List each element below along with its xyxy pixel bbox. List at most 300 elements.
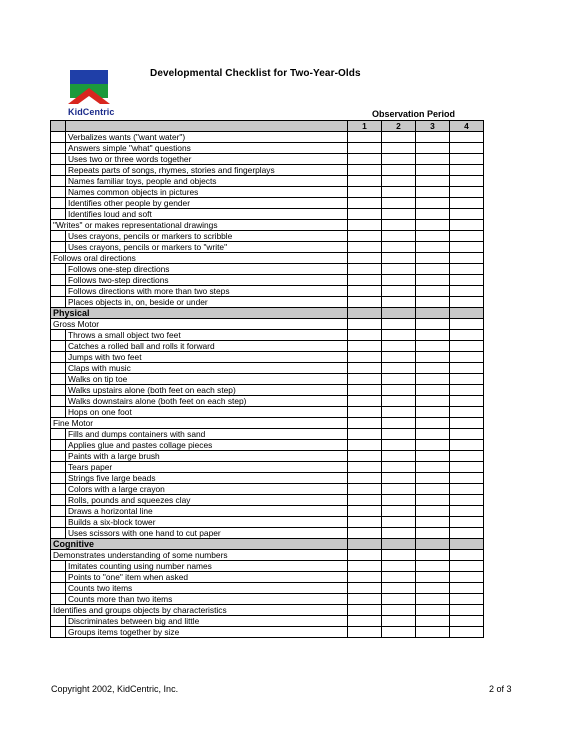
observation-period-1-cell[interactable] <box>348 528 382 539</box>
category-label: Gross Motor <box>51 319 348 330</box>
observation-period-2-cell[interactable] <box>382 319 416 330</box>
observation-period-3-cell[interactable] <box>416 198 450 209</box>
observation-period-4-cell[interactable] <box>450 132 484 143</box>
observation-period-1-cell[interactable] <box>348 297 382 308</box>
observation-period-3-cell[interactable] <box>416 176 450 187</box>
copyright-text: Copyright 2002, KidCentric, Inc. <box>51 684 179 694</box>
checklist-item-label: Claps with music <box>66 363 348 374</box>
observation-period-3-cell <box>416 539 450 550</box>
header-blank-cell <box>51 121 66 132</box>
observation-period-2-cell[interactable] <box>382 440 416 451</box>
indent-cell <box>51 231 66 242</box>
observation-period-4-cell[interactable] <box>450 297 484 308</box>
observation-period-3-cell[interactable] <box>416 572 450 583</box>
observation-period-4-cell[interactable] <box>450 165 484 176</box>
checklist-item-row <box>51 297 484 308</box>
category-label: Demonstrates understanding of some numbers <box>51 550 348 561</box>
observation-period-4-cell[interactable] <box>450 495 484 506</box>
observation-period-4-cell[interactable] <box>450 429 484 440</box>
observation-period-2-cell[interactable] <box>382 352 416 363</box>
observation-period-2-cell[interactable] <box>382 506 416 517</box>
observation-period-2-cell[interactable] <box>382 143 416 154</box>
observation-period-3-cell[interactable] <box>416 253 450 264</box>
period-header-cell: 4 <box>450 121 484 132</box>
checklist-item-row <box>51 154 484 165</box>
checklist-item-row <box>51 396 484 407</box>
observation-period-4-cell[interactable] <box>450 374 484 385</box>
observation-period-4-cell[interactable] <box>450 143 484 154</box>
observation-period-1-cell[interactable] <box>348 572 382 583</box>
observation-period-4-cell[interactable] <box>450 352 484 363</box>
observation-period-2-cell[interactable] <box>382 264 416 275</box>
checklist-item-row <box>51 429 484 440</box>
observation-period-3-cell[interactable] <box>416 231 450 242</box>
checklist-item-label: Counts two items <box>66 583 348 594</box>
observation-period-2-cell[interactable] <box>382 594 416 605</box>
observation-period-3-cell[interactable] <box>416 594 450 605</box>
observation-period-4-cell[interactable] <box>450 231 484 242</box>
period-header-cell: 3 <box>416 121 450 132</box>
checklist-item-label: Follows directions with more than two steps <box>66 286 348 297</box>
observation-period-4-cell[interactable] <box>450 286 484 297</box>
observation-period-4-cell[interactable] <box>450 187 484 198</box>
checklist-item-label: Strings five large beads <box>66 473 348 484</box>
observation-period-2-cell <box>382 539 416 550</box>
observation-period-3-cell[interactable] <box>416 583 450 594</box>
checklist-item-label: Uses two or three words together <box>66 154 348 165</box>
observation-period-2-cell[interactable] <box>382 209 416 220</box>
observation-period-4-cell[interactable] <box>450 154 484 165</box>
checklist-item-row <box>51 495 484 506</box>
indent-cell <box>51 176 66 187</box>
checklist-item-label: Identifies loud and soft <box>66 209 348 220</box>
observation-period-2-cell[interactable] <box>382 561 416 572</box>
observation-period-4-cell[interactable] <box>450 616 484 627</box>
indent-cell <box>51 275 66 286</box>
checklist-item-label: Points to "one" item when asked <box>66 572 348 583</box>
observation-period-2-cell[interactable] <box>382 187 416 198</box>
observation-period-3-cell[interactable] <box>416 616 450 627</box>
observation-period-3-cell[interactable] <box>416 605 450 616</box>
observation-period-1-cell[interactable] <box>348 407 382 418</box>
indent-cell <box>51 385 66 396</box>
observation-period-4-cell[interactable] <box>450 528 484 539</box>
document-title: Developmental Checklist for Two-Year-Olds <box>150 68 361 79</box>
observation-period-4-cell[interactable] <box>450 550 484 561</box>
observation-period-1-cell[interactable] <box>348 209 382 220</box>
checklist-item-row <box>51 462 484 473</box>
observation-period-3-cell[interactable] <box>416 132 450 143</box>
observation-period-1-cell[interactable] <box>348 550 382 561</box>
checklist-item-row <box>51 275 484 286</box>
category-row <box>51 319 484 330</box>
checklist-item-label: Walks downstairs alone (both feet on each step) <box>66 396 348 407</box>
observation-period-1-cell[interactable] <box>348 132 382 143</box>
observation-period-4-cell[interactable] <box>450 627 484 638</box>
observation-period-3-cell[interactable] <box>416 484 450 495</box>
observation-period-1-cell[interactable] <box>348 396 382 407</box>
observation-period-4-cell[interactable] <box>450 275 484 286</box>
observation-period-3-cell[interactable] <box>416 165 450 176</box>
observation-period-3-cell[interactable] <box>416 352 450 363</box>
checklist-item-label: Imitates counting using number names <box>66 561 348 572</box>
checklist-item-label: Uses crayons, pencils or markers to "write" <box>66 242 348 253</box>
observation-period-4-cell[interactable] <box>450 242 484 253</box>
observation-period-4-cell[interactable] <box>450 473 484 484</box>
observation-period-2-cell[interactable] <box>382 286 416 297</box>
indent-cell <box>51 363 66 374</box>
observation-period-2-cell[interactable] <box>382 132 416 143</box>
observation-period-1-cell[interactable] <box>348 231 382 242</box>
observation-period-2-cell[interactable] <box>382 473 416 484</box>
observation-period-2-cell[interactable] <box>382 198 416 209</box>
observation-period-1-cell[interactable] <box>348 616 382 627</box>
observation-period-2-cell[interactable] <box>382 627 416 638</box>
observation-period-1-cell[interactable] <box>348 385 382 396</box>
observation-period-1-cell[interactable] <box>348 143 382 154</box>
observation-period-1-cell[interactable] <box>348 187 382 198</box>
indent-cell <box>51 572 66 583</box>
indent-cell <box>51 429 66 440</box>
observation-period-3-cell[interactable] <box>416 561 450 572</box>
checklist-item-row <box>51 187 484 198</box>
indent-cell <box>51 517 66 528</box>
checklist-item-label: Catches a rolled ball and rolls it forward <box>66 341 348 352</box>
indent-cell <box>51 198 66 209</box>
observation-period-2-cell[interactable] <box>382 495 416 506</box>
category-row <box>51 418 484 429</box>
checklist-item-label: Tears paper <box>66 462 348 473</box>
category-row <box>51 253 484 264</box>
checklist-item-label: Follows two-step directions <box>66 275 348 286</box>
indent-cell <box>51 594 66 605</box>
observation-period-2-cell[interactable] <box>382 341 416 352</box>
indent-cell <box>51 352 66 363</box>
observation-header-row <box>51 121 484 132</box>
observation-period-3-cell[interactable] <box>416 374 450 385</box>
checklist-item-row <box>51 363 484 374</box>
observation-period-2-cell[interactable] <box>382 220 416 231</box>
observation-period-1-cell[interactable] <box>348 495 382 506</box>
checklist-item-label: Rolls, pounds and squeezes clay <box>66 495 348 506</box>
observation-period-3-cell[interactable] <box>416 462 450 473</box>
observation-period-4-cell <box>450 539 484 550</box>
category-row <box>51 605 484 616</box>
observation-period-1-cell[interactable] <box>348 275 382 286</box>
observation-period-3-cell[interactable] <box>416 286 450 297</box>
observation-period-4-cell[interactable] <box>450 451 484 462</box>
checklist-item-label: Follows one-step directions <box>66 264 348 275</box>
observation-period-1-cell[interactable] <box>348 264 382 275</box>
observation-period-2-cell[interactable] <box>382 605 416 616</box>
observation-period-2-cell[interactable] <box>382 176 416 187</box>
observation-period-1-cell[interactable] <box>348 506 382 517</box>
observation-period-4-cell[interactable] <box>450 319 484 330</box>
observation-period-3-cell[interactable] <box>416 264 450 275</box>
checklist-item-row <box>51 330 484 341</box>
checklist-item-label: Hops on one foot <box>66 407 348 418</box>
observation-period-label: Observation Period <box>372 109 456 119</box>
checklist-item-row <box>51 561 484 572</box>
indent-cell <box>51 495 66 506</box>
period-header-cell: 1 <box>348 121 382 132</box>
observation-period-3-cell[interactable] <box>416 506 450 517</box>
observation-period-4-cell[interactable] <box>450 253 484 264</box>
observation-period-3-cell[interactable] <box>416 143 450 154</box>
logo-name: KidCentric <box>68 107 115 117</box>
observation-period-4-cell[interactable] <box>450 264 484 275</box>
observation-period-4-cell[interactable] <box>450 517 484 528</box>
observation-period-4-cell[interactable] <box>450 484 484 495</box>
observation-period-4-cell[interactable] <box>450 385 484 396</box>
category-label: Fine Motor <box>51 418 348 429</box>
checklist-item-label: Walks upstairs alone (both feet on each step) <box>66 385 348 396</box>
indent-cell <box>51 616 66 627</box>
indent-cell <box>51 297 66 308</box>
observation-period-2-cell[interactable] <box>382 528 416 539</box>
observation-period-2-cell[interactable] <box>382 550 416 561</box>
indent-cell <box>51 473 66 484</box>
indent-cell <box>51 583 66 594</box>
indent-cell <box>51 528 66 539</box>
checklist-item-label: Throws a small object two feet <box>66 330 348 341</box>
checklist-item-label: Applies glue and pastes collage pieces <box>66 440 348 451</box>
observation-period-2-cell[interactable] <box>382 572 416 583</box>
indent-cell <box>51 440 66 451</box>
section-header-row <box>51 539 484 550</box>
observation-period-2-cell[interactable] <box>382 583 416 594</box>
observation-period-3-cell[interactable] <box>416 407 450 418</box>
observation-period-4-cell[interactable] <box>450 462 484 473</box>
observation-period-3-cell[interactable] <box>416 528 450 539</box>
observation-period-2-cell[interactable] <box>382 374 416 385</box>
observation-period-3-cell[interactable] <box>416 517 450 528</box>
checklist-item-row <box>51 176 484 187</box>
observation-period-3-cell[interactable] <box>416 220 450 231</box>
checklist-item-row <box>51 407 484 418</box>
checklist-item-label: Identifies other people by gender <box>66 198 348 209</box>
observation-period-3-cell[interactable] <box>416 473 450 484</box>
observation-period-1-cell[interactable] <box>348 330 382 341</box>
observation-period-4-cell[interactable] <box>450 198 484 209</box>
indent-cell <box>51 143 66 154</box>
observation-period-2-cell[interactable] <box>382 418 416 429</box>
checklist-item-row <box>51 132 484 143</box>
category-row <box>51 220 484 231</box>
observation-period-4-cell[interactable] <box>450 220 484 231</box>
observation-period-1-cell[interactable] <box>348 627 382 638</box>
observation-period-1-cell[interactable] <box>348 594 382 605</box>
observation-period-3-cell[interactable] <box>416 363 450 374</box>
observation-period-1-cell[interactable] <box>348 319 382 330</box>
observation-period-2-cell[interactable] <box>382 165 416 176</box>
observation-period-3-cell[interactable] <box>416 242 450 253</box>
observation-period-2-cell[interactable] <box>382 616 416 627</box>
observation-period-4-cell[interactable] <box>450 506 484 517</box>
observation-period-2-cell[interactable] <box>382 484 416 495</box>
observation-period-1-cell[interactable] <box>348 484 382 495</box>
observation-period-2-cell[interactable] <box>382 242 416 253</box>
checklist-item-row <box>51 352 484 363</box>
observation-period-1-cell[interactable] <box>348 418 382 429</box>
observation-period-4-cell[interactable] <box>450 418 484 429</box>
checklist-item-label: Verbalizes wants ("want water") <box>66 132 348 143</box>
checklist-item-row <box>51 286 484 297</box>
observation-period-1-cell[interactable] <box>348 374 382 385</box>
observation-period-2-cell[interactable] <box>382 231 416 242</box>
observation-period-4-cell[interactable] <box>450 341 484 352</box>
observation-period-3-cell[interactable] <box>416 396 450 407</box>
observation-period-4-cell[interactable] <box>450 594 484 605</box>
observation-period-2-cell <box>382 308 416 319</box>
observation-period-3-cell[interactable] <box>416 550 450 561</box>
observation-period-1-cell[interactable] <box>348 154 382 165</box>
observation-period-4-cell[interactable] <box>450 176 484 187</box>
indent-cell <box>51 396 66 407</box>
observation-period-1-cell[interactable] <box>348 462 382 473</box>
observation-period-1-cell[interactable] <box>348 341 382 352</box>
indent-cell <box>51 451 66 462</box>
checklist-item-label: Colors with a large crayon <box>66 484 348 495</box>
section-title: Cognitive <box>51 539 348 550</box>
checklist-item-row <box>51 583 484 594</box>
section-header-row <box>51 308 484 319</box>
observation-period-2-cell[interactable] <box>382 275 416 286</box>
checklist-item-label: Fills and dumps containers with sand <box>66 429 348 440</box>
observation-period-1-cell[interactable] <box>348 352 382 363</box>
observation-period-3-cell[interactable] <box>416 297 450 308</box>
category-row <box>51 550 484 561</box>
observation-period-2-cell[interactable] <box>382 462 416 473</box>
checklist-item-row <box>51 616 484 627</box>
observation-period-2-cell[interactable] <box>382 154 416 165</box>
observation-period-4-cell[interactable] <box>450 330 484 341</box>
checklist-item-label: Jumps with two feet <box>66 352 348 363</box>
observation-period-4-cell[interactable] <box>450 605 484 616</box>
observation-period-1-cell[interactable] <box>348 253 382 264</box>
observation-period-1-cell[interactable] <box>348 473 382 484</box>
indent-cell <box>51 627 66 638</box>
observation-period-4-cell[interactable] <box>450 440 484 451</box>
checklist-item-label: Groups items together by size <box>66 627 348 638</box>
indent-cell <box>51 187 66 198</box>
observation-period-3-cell[interactable] <box>416 495 450 506</box>
observation-period-3-cell <box>416 308 450 319</box>
observation-period-1-cell[interactable] <box>348 242 382 253</box>
indent-cell <box>51 286 66 297</box>
indent-cell <box>51 561 66 572</box>
checklist-item-row <box>51 473 484 484</box>
observation-period-3-cell[interactable] <box>416 275 450 286</box>
indent-cell <box>51 407 66 418</box>
observation-period-1-cell[interactable] <box>348 165 382 176</box>
observation-period-2-cell[interactable] <box>382 297 416 308</box>
indent-cell <box>51 132 66 143</box>
observation-period-1-cell[interactable] <box>348 363 382 374</box>
header-blank-cell <box>66 121 348 132</box>
checklist-item-label: Repeats parts of songs, rhymes, stories and fingerplays <box>66 165 348 176</box>
observation-period-4-cell[interactable] <box>450 363 484 374</box>
observation-period-3-cell[interactable] <box>416 154 450 165</box>
indent-cell <box>51 341 66 352</box>
checklist-item-row <box>51 374 484 385</box>
checklist-item-label: Names familiar toys, people and objects <box>66 176 348 187</box>
checklist-item-row <box>51 451 484 462</box>
checklist-item-row <box>51 385 484 396</box>
observation-period-3-cell[interactable] <box>416 385 450 396</box>
observation-period-1-cell[interactable] <box>348 440 382 451</box>
category-label: Identifies and groups objects by characteristics <box>51 605 348 616</box>
checklist-item-row <box>51 143 484 154</box>
observation-period-3-cell[interactable] <box>416 429 450 440</box>
observation-period-3-cell[interactable] <box>416 330 450 341</box>
observation-period-1-cell[interactable] <box>348 517 382 528</box>
observation-period-2-cell[interactable] <box>382 517 416 528</box>
logo-blue-band <box>70 70 108 84</box>
observation-period-3-cell[interactable] <box>416 341 450 352</box>
observation-period-1-cell[interactable] <box>348 583 382 594</box>
checklist-item-row <box>51 594 484 605</box>
checklist-item-row <box>51 506 484 517</box>
observation-period-2-cell[interactable] <box>382 385 416 396</box>
observation-period-1-cell[interactable] <box>348 286 382 297</box>
observation-period-4-cell[interactable] <box>450 407 484 418</box>
checklist-item-label: Discriminates between big and little <box>66 616 348 627</box>
indent-cell <box>51 209 66 220</box>
observation-period-3-cell[interactable] <box>416 187 450 198</box>
checklist-item-label: Uses scissors with one hand to cut paper <box>66 528 348 539</box>
checklist-item-row <box>51 484 484 495</box>
observation-period-1-cell[interactable] <box>348 198 382 209</box>
checklist-item-row <box>51 528 484 539</box>
observation-period-3-cell[interactable] <box>416 418 450 429</box>
observation-period-2-cell[interactable] <box>382 451 416 462</box>
observation-period-1-cell <box>348 308 382 319</box>
observation-period-3-cell[interactable] <box>416 209 450 220</box>
indent-cell <box>51 264 66 275</box>
observation-period-4-cell[interactable] <box>450 209 484 220</box>
observation-period-1-cell[interactable] <box>348 451 382 462</box>
checklist-item-row <box>51 165 484 176</box>
observation-period-3-cell[interactable] <box>416 451 450 462</box>
observation-period-1-cell[interactable] <box>348 429 382 440</box>
observation-period-3-cell[interactable] <box>416 627 450 638</box>
checklist-item-row <box>51 440 484 451</box>
observation-period-2-cell[interactable] <box>382 407 416 418</box>
observation-period-2-cell[interactable] <box>382 396 416 407</box>
checklist-item-label: Names common objects in pictures <box>66 187 348 198</box>
observation-period-1-cell[interactable] <box>348 176 382 187</box>
observation-period-4-cell[interactable] <box>450 561 484 572</box>
observation-period-1-cell[interactable] <box>348 561 382 572</box>
observation-period-2-cell[interactable] <box>382 253 416 264</box>
observation-period-4-cell[interactable] <box>450 583 484 594</box>
checklist-item-row <box>51 627 484 638</box>
indent-cell <box>51 374 66 385</box>
observation-period-4-cell[interactable] <box>450 396 484 407</box>
observation-period-4-cell[interactable] <box>450 572 484 583</box>
observation-period-2-cell[interactable] <box>382 363 416 374</box>
observation-period-3-cell[interactable] <box>416 319 450 330</box>
observation-period-1-cell[interactable] <box>348 220 382 231</box>
checklist-item-row <box>51 264 484 275</box>
indent-cell <box>51 154 66 165</box>
period-header-cell: 2 <box>382 121 416 132</box>
observation-period-3-cell[interactable] <box>416 440 450 451</box>
observation-period-1-cell[interactable] <box>348 605 382 616</box>
observation-period-2-cell[interactable] <box>382 330 416 341</box>
observation-period-2-cell[interactable] <box>382 429 416 440</box>
